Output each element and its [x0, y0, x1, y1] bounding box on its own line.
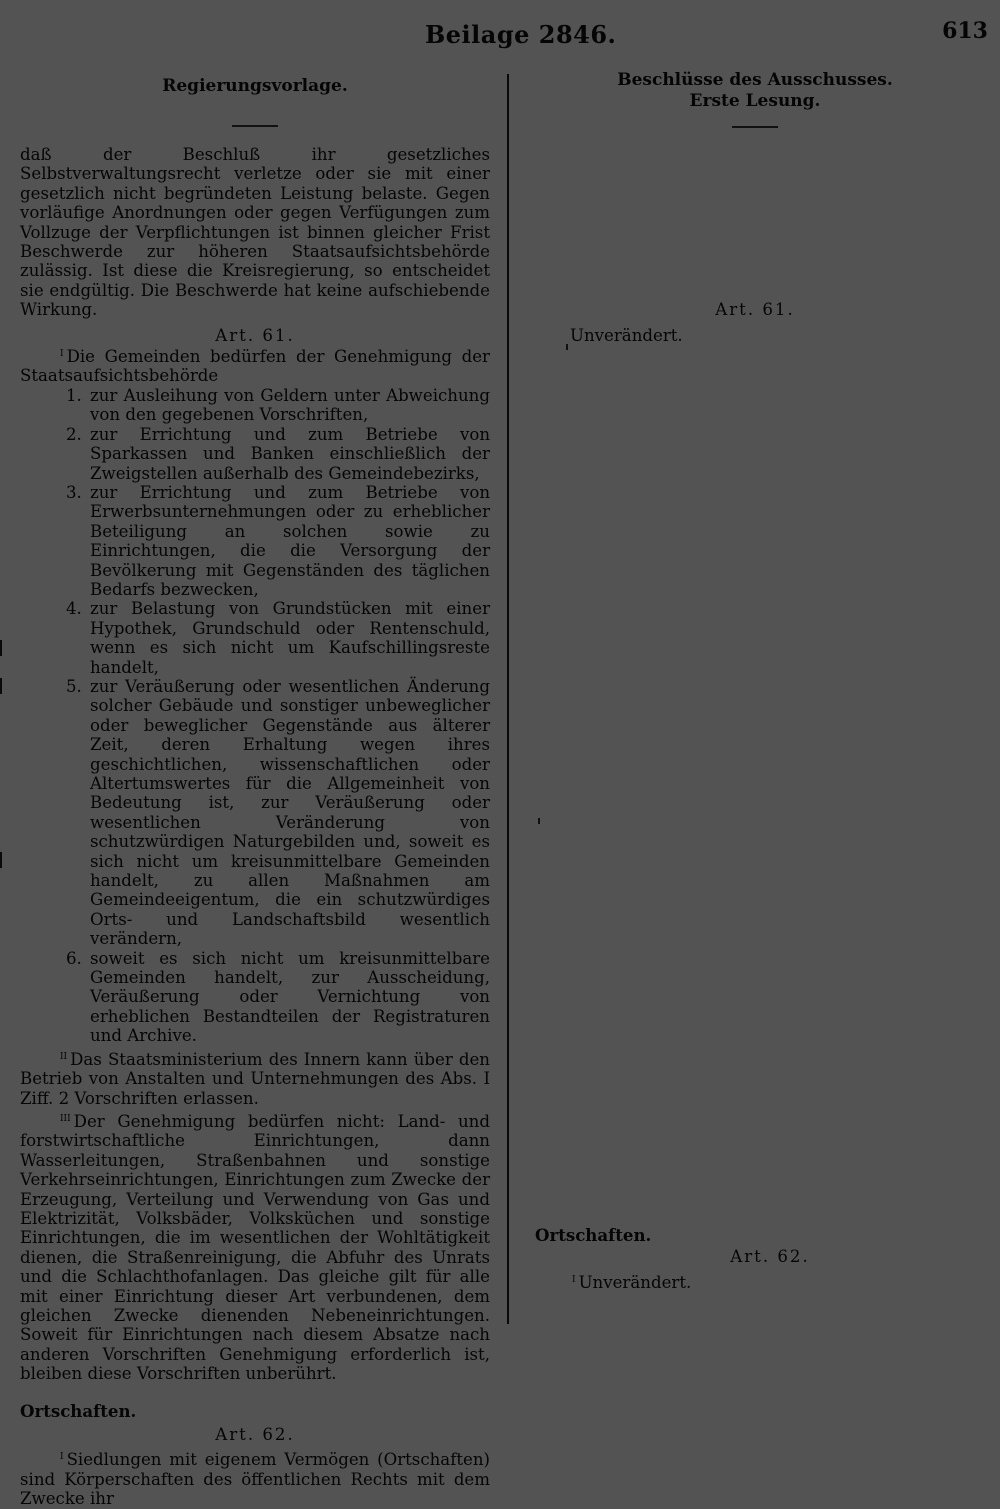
list-item — [20, 949, 490, 1046]
art62-paragraph-1 — [20, 1448, 490, 1508]
item-text: zur Errichtung und zum Betriebe von Sparkassen und Banken einschließlich der Zweigstellen außerhalb des Gemeindebezirks, — [90, 424, 490, 483]
page-header — [0, 18, 1000, 54]
right-column — [530, 70, 980, 1292]
paragraph-text: Unverändert. — [578, 1273, 692, 1292]
paragraph-text: Der Genehmigung bedürfen nicht: Land- und forstwirtschaftliche Einrichtungen, dann Wasserleitungen, Straßenbahnen und sonstige Verkehrseinrichtungen, Einrichtungen zum Zwecke der Erzeugung, Verteilung und Verwendung von Gas und Elektrizität, Volksbäder, Volksküchen und sonstige Einrichtungen, die im wesentlichen der Wohltätigkeit dienen, die Straßenreinigung, die Abfuhr des Unrats und die Schlachthofanlagen. Das gleiche gilt für alle mit einer Einrichtung dieser Art verbundenen, dem gleichen Zwecke dienenden Nebeneinrichtungen. Soweit für Einrichtungen nach diesem Absatze nach anderen Vorschriften Genehmigung erforderlich ist, bleiben diese Vorschriften unberührt. — [20, 1111, 490, 1384]
left-column — [20, 70, 490, 1509]
paragraph-mark: I — [572, 1275, 576, 1285]
page-number: 613 — [942, 18, 988, 44]
item-text: zur Errichtung und zum Betriebe von Erwerbsunternehmungen oder zu erheblicher Beteiligung an solchen sowie zu Einrichtungen, die die Versorgung der Bevölkerung mit Gegenständen des täglichen Bedarfs bezwecken, — [90, 482, 490, 599]
paragraph-mark: II — [60, 1051, 68, 1062]
paragraph-mark: I — [60, 349, 64, 360]
list-item — [20, 677, 490, 949]
item-text: zur Ausleihung von Geldern unter Abweichung von den gegebenen Vorschriften, — [90, 385, 490, 425]
art61-title: Art. 61. — [715, 300, 795, 319]
paragraph-text: Siedlungen mit eigenem Vermögen (Ortschaften) sind Körperschaften des öffentlichen Rechts mit dem Zwecke ihr — [20, 1450, 490, 1509]
column-divider — [507, 74, 509, 1324]
intro-paragraph: daß der Beschluß ihr gesetzliches Selbstverwaltungsrecht verletze oder sie mit einer gesetzlich nicht begründeten Leistung belaste. Gegen vorläufige Anordnungen oder gegen Verfügungen zum Vollzuge der Verpflichtungen ist binnen gleicher Frist Beschwerde zur höheren Staatsaufsichtsbehörde zulässig. Ist diese die Kreisregierung, so entscheidet sie endgültig. Die Beschwerde hat keine aufschiebende Wirkung. — [20, 145, 490, 320]
page-title: Beilage 2846. — [425, 20, 617, 49]
art62-title: Art. 62. — [730, 1247, 810, 1266]
left-column-heading: Regierungsvorlage. — [162, 76, 348, 96]
item-number: 3. — [66, 482, 82, 502]
heading-rule — [232, 125, 278, 127]
stray-mark — [566, 344, 568, 350]
art61-text: Unverändert. — [570, 326, 683, 345]
item-number: 5. — [66, 676, 82, 696]
item-number: 6. — [66, 948, 82, 968]
item-number: 2. — [66, 424, 82, 444]
margin-mark — [0, 640, 2, 656]
art62-text — [572, 1271, 691, 1292]
paragraph-mark: I — [60, 1452, 64, 1463]
art62-title: Art. 62. — [215, 1425, 295, 1444]
margin-mark — [0, 678, 2, 694]
list-item — [20, 386, 490, 425]
art61-paragraph-3 — [20, 1110, 490, 1384]
art61-paragraph-2 — [20, 1048, 490, 1108]
margin-mark — [0, 852, 2, 868]
paragraph-text: Das Staatsministerium des Innern kann über den Betrieb von Anstalten und Unternehmungen des Abs. I Ziff. 2 Vorschriften erlassen. — [20, 1049, 490, 1108]
section-heading: Ortschaften. — [535, 1225, 652, 1245]
item-text: soweit es sich nicht um kreisunmittelbare Gemeinden handelt, zur Ausscheidung, Veräußerung oder Vernichtung von erheblichen Bestandteilen der Registraturen und Archive. — [90, 948, 490, 1046]
heading-rule — [732, 126, 778, 128]
right-column-subheading: Erste Lesung. — [689, 91, 821, 111]
section-heading: Ortschaften. — [20, 1400, 137, 1421]
art61-title: Art. 61. — [215, 325, 295, 345]
art61-item-list — [20, 386, 490, 1046]
list-item — [20, 425, 490, 483]
item-number: 1. — [66, 385, 82, 405]
item-text: zur Veräußerung oder wesentlichen Änderung solcher Gebäude und sonstiger unbeweglicher oder beweglicher Gegenstände aus älterer Zeit, deren Erhaltung wegen ihres geschichtlichen, wissenschaftlichen oder Altertumswertes für die Allgemeinheit von Bedeutung ist, zur Veräußerung oder wesentlichen Veränderung von schutzwürdigen Naturgebilden und, soweit es sich nicht um kreisunmittelbare Gemeinden handelt, zu allen Maßnahmen am Gemeindeeigentum, die ein schutzwürdiges Orts- und Landschaftsbild wesentlich verändern, — [90, 676, 490, 949]
paragraph-text: Die Gemeinden bedürfen der Genehmigung der Staatsaufsichtsbehörde — [20, 347, 490, 386]
right-column-heading: Beschlüsse des Ausschusses. — [617, 70, 893, 90]
item-number: 4. — [66, 599, 82, 619]
item-text: zur Belastung von Grundstücken mit einer Hypothek, Grundschuld oder Rentenschuld, wenn es sich nicht um Kaufschillingsreste handelt, — [90, 599, 490, 677]
stray-mark — [538, 818, 540, 824]
paragraph-mark: III — [60, 1113, 71, 1124]
art61-paragraph-1 — [20, 345, 490, 386]
list-item — [20, 599, 490, 677]
list-item — [20, 483, 490, 599]
